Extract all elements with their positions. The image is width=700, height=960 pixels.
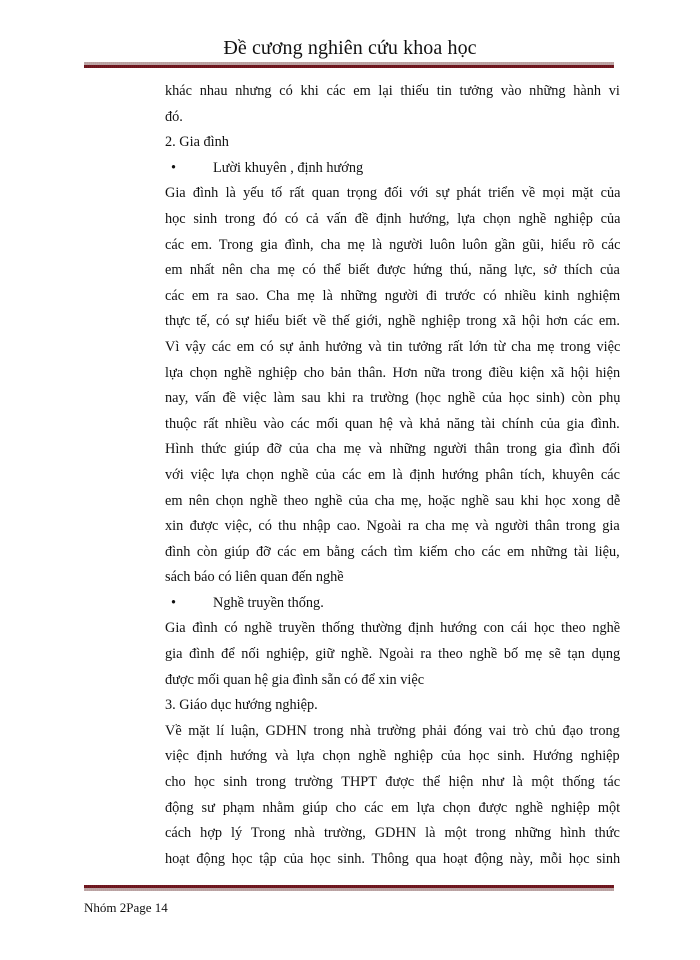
text-line (165, 233, 620, 259)
text-line (165, 847, 620, 873)
text-line (165, 284, 620, 310)
line-text: 2. Gia đình (165, 134, 229, 151)
line-text: Gia đình có nghề truyền thống thường định hướng con cái học theo nghề (165, 620, 620, 637)
line-text: động sư phạm nhằm giúp cho các em lựa chọn được nghề nghiệp một (165, 799, 620, 816)
text-line (165, 207, 620, 233)
line-text: việc định hướng và lựa chọn nghề nghiệp của học sinh. Hướng nghiệp (165, 748, 620, 765)
footer-page-label: Nhóm 2Page 14 (84, 900, 168, 915)
text-line (165, 361, 620, 387)
line-text: Nghề truyền thống. (213, 594, 324, 611)
text-line (165, 693, 620, 719)
line-text: thuộc rất nhiều vào các mối quan hệ và khả năng tài chính của gia đình. (165, 415, 620, 432)
text-line (165, 79, 620, 105)
line-text: khác nhau nhưng có khi các em lại thiếu tin tưởng vào những hành vi (165, 83, 620, 99)
bullet-icon: • (171, 594, 177, 611)
text-line (165, 181, 620, 207)
bullet-item (165, 156, 620, 182)
line-text: 3. Giáo dục hướng nghiệp. (165, 697, 318, 714)
text-line (165, 796, 620, 822)
line-text: Hình thức giúp đỡ của cha mẹ và những người thân trong gia đình đối (165, 441, 620, 458)
header-rule-thick (84, 65, 614, 68)
text-line (165, 616, 620, 642)
line-text: cho học sinh trong trường THPT được thể hiện như là một thống tác (165, 774, 620, 791)
line-text: đình còn giúp đỡ các em bằng cách tìm kiếm cho các em những tài liệu, (165, 543, 620, 560)
line-text: em nhất nên cha mẹ có thể biết được hứng thú, năng lực, sở thích của (165, 262, 620, 279)
text-line (165, 437, 620, 463)
text-line (165, 386, 620, 412)
line-text: Về mặt lí luận, GDHN trong nhà trường phải đóng vai trò chủ đạo trong (165, 722, 620, 739)
line-text: lựa chọn nghề nghiệp cho bản thân. Hơn nữa trong điều kiện xã hội hiện (165, 364, 620, 381)
line-text: cách hợp lý Trong nhà trường, GDHN là một trong những hình thức (165, 825, 620, 842)
text-line (165, 642, 620, 668)
text-line (165, 514, 620, 540)
text-line (165, 565, 620, 591)
text-line (165, 130, 620, 156)
header-title: Đề cương nghiên cứu khoa học (223, 37, 477, 59)
line-text: học sinh trong đó có cả vấn đề định hướng, lựa chọn nghề nghiệp của (165, 210, 620, 227)
line-text: gia đình để nối nghiệp, giữ nghề. Ngoài ra theo nghề bố mẹ sẽ tạn dụng (165, 646, 620, 663)
line-text: em nên chọn nghề theo nghề của cha mẹ, hoặc nghề sau khi học xong dễ (165, 492, 620, 509)
text-line (165, 668, 620, 694)
line-text: Vì vậy các em có sự ảnh hưởng và tin tưởng rất lớn từ cha mẹ trong việc (165, 338, 620, 355)
line-text: với việc lựa chọn nghề của các em là định hướng phân tích, khuyên các (165, 466, 620, 483)
text-line (165, 309, 620, 335)
text-line (165, 770, 620, 796)
text-line (165, 105, 620, 131)
text-line (165, 821, 620, 847)
text-line (165, 540, 620, 566)
line-text: Gia đình là yếu tố rất quan trọng đối với sự phát triển về mọi mặt của (165, 185, 620, 202)
line-text: được mối quan hệ gia đình sẵn có để xin việc (165, 671, 425, 688)
line-text: thực tế, có sự hiểu biết về thế giới, nghề nghiệp trong xã hội hơn các em. (165, 313, 620, 330)
line-text: các em. Trong gia đình, cha mẹ là người luôn luôn gần gũi, hiểu rõ các (165, 236, 620, 253)
text-line (165, 258, 620, 284)
text-line (165, 744, 620, 770)
line-text: sách báo có liên quan đến nghề (165, 569, 344, 586)
line-text: Lười khuyên , định hướng (213, 159, 364, 176)
line-text: đó. (165, 108, 183, 125)
footer-rule (84, 885, 614, 891)
text-line (165, 489, 620, 515)
footer-rule-thin (84, 888, 614, 891)
text-line (165, 412, 620, 438)
line-text: nay, vấn đề việc làm sau khi ra trường (học nghề của học sinh) còn phụ (165, 390, 620, 407)
bullet-icon: • (171, 159, 177, 176)
line-text: hoạt động học tập của học sinh. Thông qua hoạt động này, mỗi học sinh (165, 850, 620, 867)
header-rule (84, 62, 614, 68)
line-text: các em ra sao. Cha mẹ là những người đi trước có nhiều kinh nghiệm (165, 287, 620, 304)
line-text: xin được việc, có thu nhập cao. Ngoài ra cha mẹ và người thân trong gia (165, 518, 620, 535)
text-line (165, 719, 620, 745)
text-line (165, 463, 620, 489)
bullet-item (165, 591, 620, 617)
body-text (165, 79, 620, 872)
text-line (165, 335, 620, 361)
